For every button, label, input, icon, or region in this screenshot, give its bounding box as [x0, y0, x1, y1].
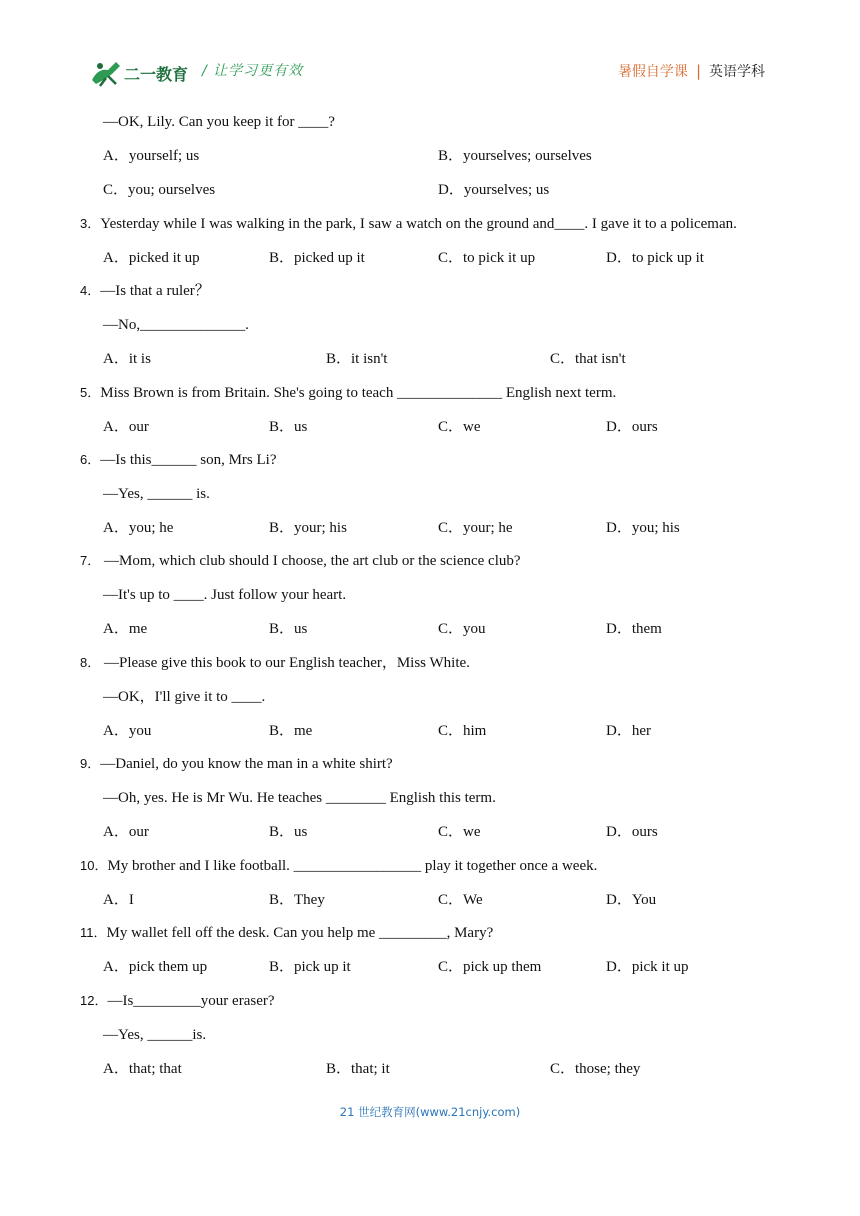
option-b[interactable]: B．pick up it	[269, 959, 351, 975]
question-line: —OK，I'll give it to ____.	[103, 689, 266, 705]
question-3: 3．Yesterday while I was walking in the park, I saw a watch on the ground and____. I gave it to a policeman.	[80, 216, 737, 232]
header-separator: |	[695, 62, 701, 80]
option-a[interactable]: A．pick them up	[103, 959, 208, 975]
option-d[interactable]: D．You	[606, 892, 657, 908]
question-11: 11．My wallet fell off the desk. Can you help me _________, Mary?	[80, 925, 494, 941]
question-line: —Yes, ______is.	[103, 1027, 207, 1043]
option-c[interactable]: C．we	[438, 419, 481, 435]
option-a[interactable]: A．our	[103, 824, 149, 840]
option-b[interactable]: B．They	[269, 892, 325, 908]
option-c[interactable]: C．pick up them	[438, 959, 542, 975]
course-label: 暑假自学课	[617, 64, 688, 80]
logo-icon	[86, 58, 190, 88]
subject-label: 英语学科	[709, 64, 765, 80]
option-d[interactable]: D．her	[606, 723, 651, 739]
question-4: 4．—Is that a ruler？	[80, 283, 210, 299]
option-c[interactable]: C．We	[438, 892, 483, 908]
question-line: —Yes, ______ is.	[103, 486, 210, 502]
option-a[interactable]: A．that; that	[103, 1061, 182, 1077]
option-d[interactable]: D．them	[606, 621, 662, 637]
question-12: 12．—Is_________your eraser?	[80, 993, 275, 1009]
option-d[interactable]: D．pick it up	[606, 959, 689, 975]
option-c[interactable]: C．that isn't	[550, 351, 626, 367]
option-a[interactable]: A．you; he	[103, 520, 174, 536]
question-8: 8． —Please give this book to our English teacher，Miss White.	[80, 655, 470, 671]
svg-text:二一教育: 二一教育	[124, 65, 189, 84]
option-d[interactable]: D．yourselves; us	[438, 182, 550, 198]
option-d[interactable]: D．you; his	[606, 520, 680, 536]
option-a[interactable]: A．picked it up	[103, 250, 200, 266]
question-line: —No,______________.	[103, 317, 249, 333]
option-c[interactable]: C．you	[438, 621, 486, 637]
slogan-text: / 让学习更有效	[202, 63, 304, 79]
option-a[interactable]: A．yourself; us	[103, 148, 200, 164]
option-d[interactable]: D．ours	[606, 824, 658, 840]
option-b[interactable]: B．us	[269, 419, 308, 435]
option-b[interactable]: B．picked up it	[269, 250, 365, 266]
option-a[interactable]: A．I	[103, 892, 134, 908]
option-a[interactable]: A．you	[103, 723, 152, 739]
option-c[interactable]: C．your; he	[438, 520, 513, 536]
question-5: 5．Miss Brown is from Britain. She's going to teach ______________ English next term.	[80, 385, 617, 401]
option-b[interactable]: B．us	[269, 621, 308, 637]
option-c[interactable]: C．to pick it up	[438, 250, 536, 266]
question-line: —OK, Lily. Can you keep it for ____?	[103, 114, 335, 130]
question-10: 10．My brother and I like football. _________________ play it together once a week.	[80, 858, 598, 874]
option-b[interactable]: B．me	[269, 723, 313, 739]
course-info	[618, 61, 765, 81]
option-b[interactable]: B．us	[269, 824, 308, 840]
option-c[interactable]: C．we	[438, 824, 481, 840]
question-7: 7． —Mom, which club should I choose, the art club or the science club?	[80, 553, 521, 569]
question-line: —Oh, yes. He is Mr Wu. He teaches ________ English this term.	[103, 790, 496, 806]
footer-source-link[interactable]: 21 世纪教育网(www.21cnjy.com)	[339, 1105, 521, 1119]
option-b[interactable]: B．that; it	[326, 1061, 390, 1077]
option-b[interactable]: B．it isn't	[326, 351, 388, 367]
option-c[interactable]: C．him	[438, 723, 487, 739]
option-a[interactable]: A．it is	[103, 351, 151, 367]
option-b[interactable]: B．yourselves; ourselves	[438, 148, 592, 164]
question-9: 9．—Daniel, do you know the man in a white shirt?	[80, 756, 393, 772]
option-d[interactable]: D．ours	[606, 419, 658, 435]
option-b[interactable]: B．your; his	[269, 520, 347, 536]
option-a[interactable]: A．our	[103, 419, 149, 435]
option-c[interactable]: C．those; they	[550, 1061, 641, 1077]
option-d[interactable]: D．to pick up it	[606, 250, 704, 266]
question-6: 6．—Is this______ son, Mrs Li?	[80, 452, 277, 468]
page-header	[0, 0, 860, 100]
question-line: —It's up to ____. Just follow your heart.	[103, 587, 347, 603]
option-a[interactable]: A．me	[103, 621, 148, 637]
option-c[interactable]: C．you; ourselves	[103, 182, 216, 198]
